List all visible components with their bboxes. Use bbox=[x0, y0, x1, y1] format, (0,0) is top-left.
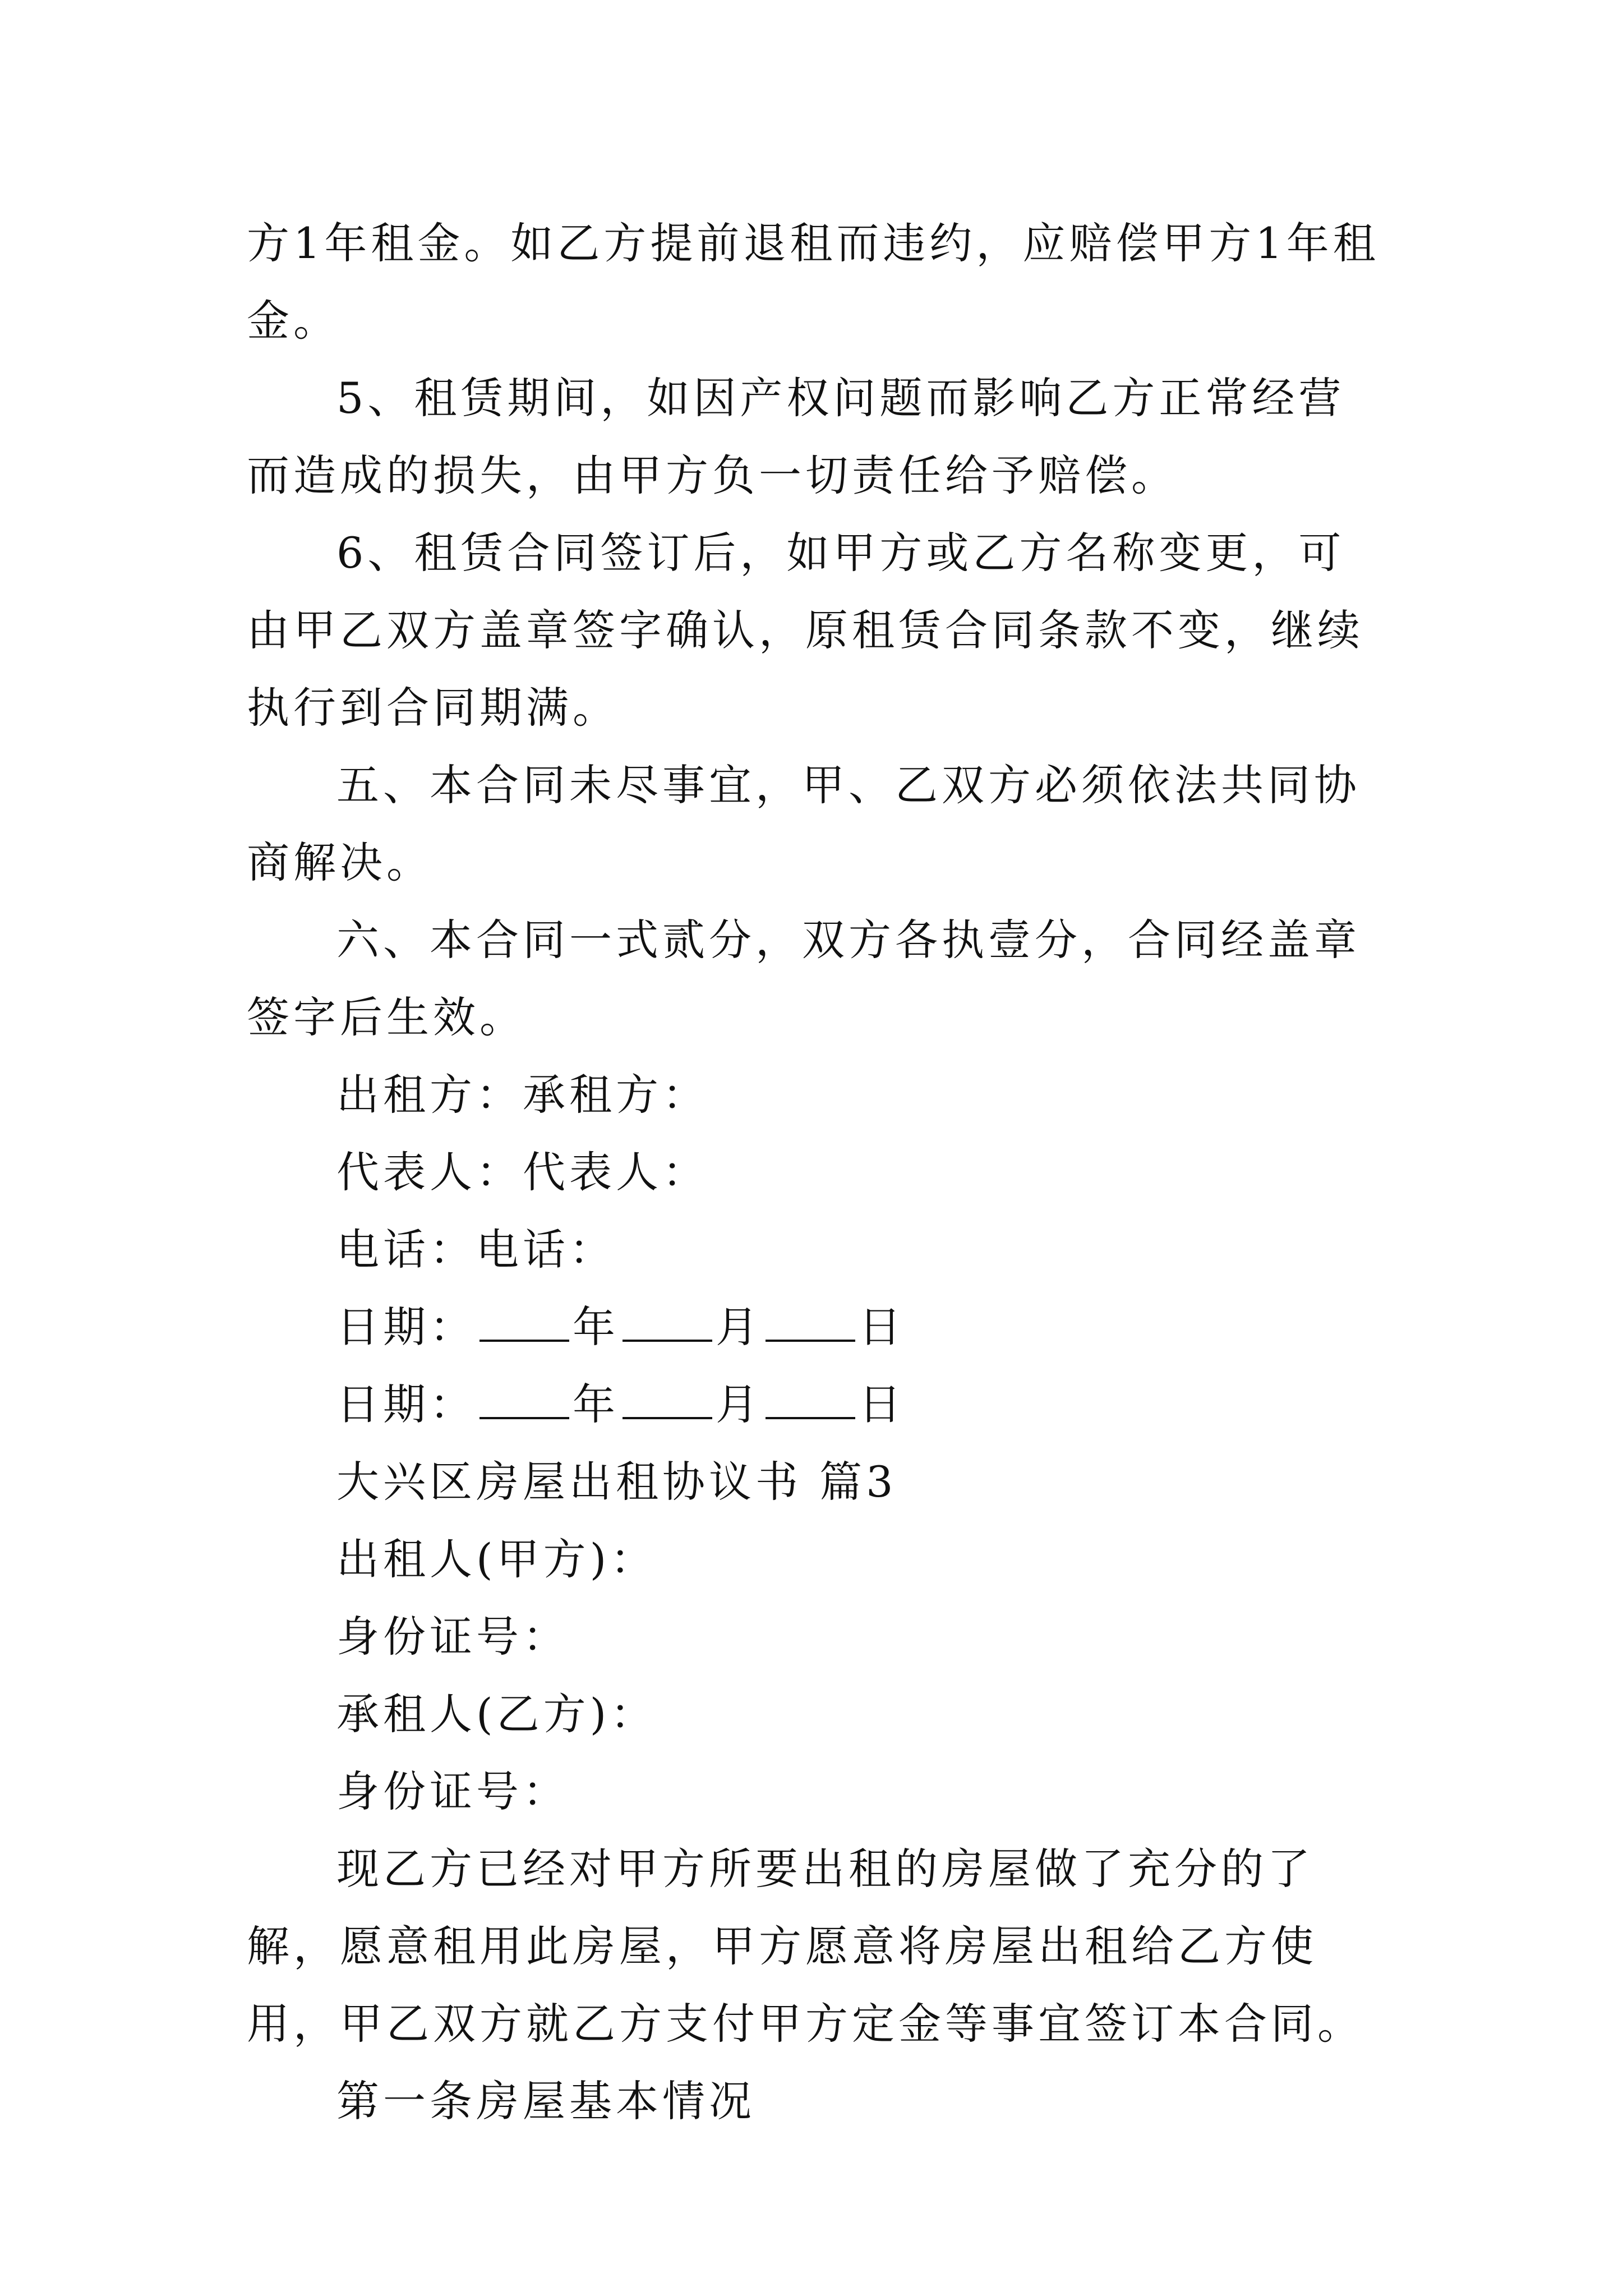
paragraph-clause-6: 6、租赁合同签订后，如甲方或乙方名称变更，可由甲乙双方盖章签字确认，原租赁合同条款不变，继续执行到合同期满。 bbox=[247, 528, 1364, 733]
field-lessor-id: 身份证号： bbox=[336, 1612, 569, 1662]
sign-representative: 代表人：代表人： bbox=[336, 1147, 709, 1197]
date-month: 月 bbox=[716, 1302, 762, 1352]
sign-lessor-lessee: 出租方：承租方： bbox=[336, 1070, 709, 1120]
section-title: 大兴区房屋出租协议书 篇3 bbox=[336, 1457, 897, 1507]
paragraph-rent-penalty: 方1年租金。如乙方提前退租而违约，应赔偿甲方1年租金。 bbox=[247, 218, 1380, 346]
blank-line bbox=[479, 1383, 569, 1419]
sign-phone: 电话：电话： bbox=[336, 1225, 616, 1274]
date-label: 日期： bbox=[336, 1379, 476, 1429]
paragraph-intro: 现乙方已经对甲方所要出租的房屋做了充分的了解，愿意租用此房屋，甲方愿意将房屋出租给乙方使用，甲乙双方就乙方支付甲方定金等事宜签订本合同。 bbox=[247, 1844, 1364, 2049]
date-day: 日 bbox=[859, 1379, 905, 1429]
paragraph-article-6: 六、本合同一式贰分，双方各执壹分，合同经盖章签字后生效。 bbox=[247, 915, 1361, 1042]
blank-line bbox=[479, 1306, 569, 1342]
blank-line bbox=[766, 1306, 855, 1342]
document-body bbox=[247, 205, 1385, 2140]
field-lessee-id: 身份证号： bbox=[336, 1766, 569, 1816]
field-lessee: 承租人(乙方)： bbox=[336, 1689, 657, 1739]
blank-line bbox=[623, 1306, 712, 1342]
paragraph-clause-5: 5、租赁期间，如因产权问题而影响乙方正常经营而造成的损失，由甲方负一切责任给予赔偿。 bbox=[247, 373, 1345, 500]
date-row bbox=[247, 1289, 1385, 1366]
field-lessor: 出租人(甲方)： bbox=[336, 1534, 657, 1584]
date-year: 年 bbox=[573, 1302, 619, 1352]
blank-line bbox=[766, 1383, 855, 1419]
article-1-heading: 第一条房屋基本情况 bbox=[336, 2076, 755, 2126]
date-day: 日 bbox=[859, 1302, 905, 1352]
date-label: 日期： bbox=[336, 1302, 476, 1352]
date-year: 年 bbox=[573, 1379, 619, 1429]
blank-line bbox=[623, 1383, 712, 1419]
date-row bbox=[247, 1366, 1385, 1443]
paragraph-article-5: 五、本合同未尽事宜，甲、乙双方必须依法共同协商解决。 bbox=[247, 760, 1361, 887]
date-month: 月 bbox=[716, 1379, 762, 1429]
